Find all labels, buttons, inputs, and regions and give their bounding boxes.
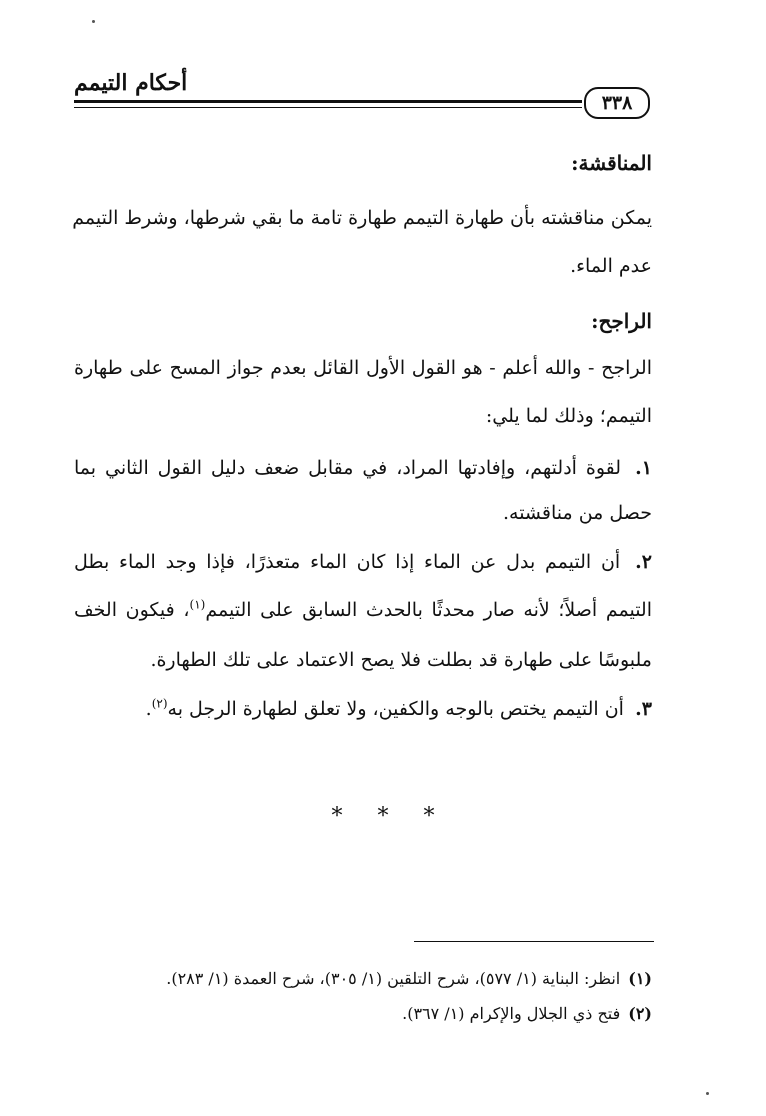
- running-title: أحكام التيمم: [74, 70, 188, 96]
- separator-star-3: *: [423, 804, 435, 829]
- point-2-text-b: ، فيكون الخف: [74, 599, 190, 621]
- point-2-line-1: [74, 549, 652, 575]
- scan-speck: [706, 1092, 709, 1095]
- point-3-text-a: أن التيمم يختص بالوجه والكفين، ولا تعلق لطهارة الرجل به: [167, 698, 624, 720]
- point-3-line-1: [146, 696, 652, 722]
- point-3-number: ٣.: [635, 698, 652, 720]
- point-2-text-a: التيمم أصلاً؛ لأنه صار محدثًا بالحدث السابق على التيمم: [205, 599, 652, 621]
- footnote-2: [402, 1003, 652, 1025]
- preponderant-line-2: التيمم؛ وذلك لما يلي:: [485, 405, 652, 427]
- footnote-2-text: فتح ذي الجلال والإكرام (١/ ٣٦٧).: [402, 1004, 621, 1023]
- point-1-line-2: حصل من مناقشته.: [502, 502, 652, 524]
- footnote-ref-2[interactable]: (٢): [151, 696, 168, 711]
- header-rule-thin: [74, 107, 582, 108]
- point-2-line-2: [74, 597, 652, 623]
- point-1-text: لقوة أدلتهم، وإفادتها المراد، في مقابل ضعف دليل القول الثاني بما: [74, 457, 622, 479]
- preponderant-line-1: الراجح - والله أعلم - هو القول الأول القائل بعدم جواز المسح على طهارة: [74, 357, 652, 379]
- section-separator: [0, 804, 766, 829]
- point-1-line-1: [74, 455, 652, 481]
- footnote-1: [166, 968, 652, 990]
- discussion-line-1: يمكن مناقشته بأن طهارة التيمم طهارة تامة ما بقي شرطها، وشرط التيمم: [72, 207, 652, 229]
- preponderant-heading: الراجح:: [591, 309, 652, 333]
- point-2-text: أن التيمم بدل عن الماء إذا كان الماء متعذرًا، فإذا وجد الماء بطل: [74, 551, 621, 573]
- footnote-rule: [414, 941, 654, 942]
- footnote-1-number: (١): [628, 969, 652, 988]
- point-3-text-b: .: [145, 698, 152, 720]
- footnote-1-text: انظر: البناية (١/ ٥٧٧)، شرح التلقين (١/ ٣٠٥)، شرح العمدة (١/ ٢٨٣).: [166, 969, 621, 988]
- separator-star-2: *: [377, 804, 389, 829]
- scan-speck: [92, 20, 95, 23]
- discussion-line-2: عدم الماء.: [570, 255, 652, 277]
- discussion-heading: المناقشة:: [571, 151, 652, 175]
- separator-star-1: *: [331, 804, 343, 829]
- point-2-number: ٢.: [635, 551, 652, 573]
- point-1-number: ١.: [635, 457, 652, 479]
- header-rule-thick: [74, 100, 582, 103]
- page-number: ٣٣٨: [584, 87, 650, 119]
- point-2-line-3: ملبوسًا على طهارة قد بطلت فلا يصح الاعتماد على تلك الطهارة.: [150, 649, 652, 671]
- footnote-2-number: (٢): [628, 1004, 652, 1023]
- footnote-ref-1[interactable]: (١): [189, 597, 206, 612]
